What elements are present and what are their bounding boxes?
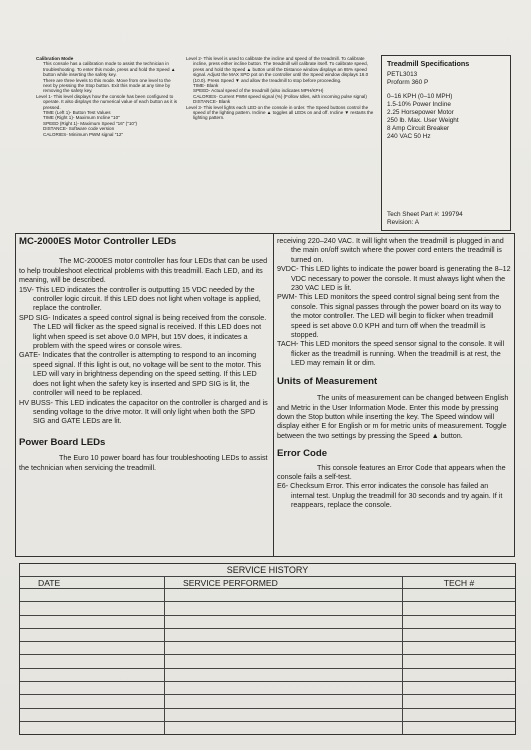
calibration-col1-list: [36, 61, 178, 137]
paragraph: CALORIES- Current PWM speed signal (%) (Follow Idles, with incoming pulse signal): [193, 93, 367, 99]
service-row: [20, 721, 515, 734]
paragraph: There are three levels to this mode. Move from one level to the next by pressing the Stop button. Exit this mode at any time by removing the safety key.: [43, 77, 171, 94]
spec-line: 8 Amp Circuit Breaker: [387, 125, 450, 132]
error-code-paragraphs: [277, 463, 511, 510]
paragraph: SPEED- Actual speed of the treadmill (also indicates MPH/KPH): [193, 88, 324, 94]
col-service: SERVICE PERFORMED: [165, 577, 403, 589]
col-date: DATE: [20, 577, 165, 589]
service-cell: [165, 695, 403, 708]
right-column: [277, 236, 511, 510]
service-cell: [403, 655, 516, 668]
units-title: Units of Measurement: [277, 375, 378, 387]
paragraph: E6- Checksum Error. This error indicates the console has failed an internal test. Unplug the treadmill for 30 seconds and try again. If it reappears, replace the console.: [277, 481, 503, 510]
power-board-title: Power Board LEDs: [19, 436, 106, 448]
service-row: [20, 695, 515, 708]
spec-line: 240 VAC 50 Hz: [387, 133, 431, 140]
spec-box: [381, 55, 511, 231]
service-cell: [165, 642, 403, 655]
service-cell: [20, 668, 165, 681]
col-tech: TECH #: [403, 577, 516, 589]
paragraph: TACH- This LED monitors the speed sensor signal to the console. It will flicker as the treadmill is running. When the treadmill is at rest, the LED may remain lit or dim.: [277, 339, 505, 368]
power-board-cont: [277, 236, 511, 368]
spec-line: 1.5-10% Power Incline: [387, 101, 451, 108]
service-cell: [20, 682, 165, 695]
spec-brand: Proform 360 P: [387, 79, 429, 86]
paragraph: HV BUSS- This LED indicates the capacitor on the controller is charged and is sending voltage to the drive motor. It will only light when both the SPD SIG and GATE LEDs are lit.: [19, 397, 268, 426]
paragraph: TIME (Right 1)- Maximum Incline "10": [43, 115, 120, 121]
paragraph: TIME (Left 1)- Button Test Values: [43, 110, 111, 116]
service-row: [20, 668, 515, 681]
service-cell: [20, 615, 165, 628]
service-row: [20, 628, 515, 641]
service-cell: [403, 589, 516, 602]
paragraph: 9VDC- This LED lights to indicate the power board is generating the 8–12 VDC necessary to power the console. It must always light when the 230 VAC LED is lit.: [277, 264, 511, 293]
service-row: [20, 589, 515, 602]
service-cell: [165, 708, 403, 721]
calibration-col2-list: [186, 56, 374, 121]
mc-title: MC-2000ES Motor Controller LEDs: [19, 236, 177, 247]
paragraph: Level 2- This level is used to calibrate the incline and speed of the treadmill. To calibrate incline, press either incline button. The treadmill will calibrate itself. To calibrate speed, press and hold the Speed ▲ button until the Distance window displays an 85% speed signal. Adjust the MAX SPD pot on the controller until the Speed window displays 16.0 (10.0). Press Speed ▼ and allow the treadmill to stop before proceeding.: [186, 56, 369, 83]
paragraph: GATE- Indicates that the controller is attempting to respond to an incoming speed signal. If this light is out, no voltage will be sent to the motor. This LED will vary in brightness depending on the speed setting. If this LED does not light when the safety key is inserted and SPD SIG is lit, the controller will need to be replaced.: [19, 350, 261, 398]
main-box-bottom: [15, 556, 515, 557]
service-cell: [20, 628, 165, 641]
service-cell: [165, 682, 403, 695]
main-box-left: [15, 233, 16, 557]
main-box-top: [15, 233, 515, 234]
service-cell: [403, 628, 516, 641]
service-row: [20, 642, 515, 655]
service-cell: [403, 721, 516, 734]
service-row: [20, 655, 515, 668]
calibration-title: Calibration Mode: [36, 56, 74, 61]
service-cell: [20, 642, 165, 655]
paragraph: SPD SIG- Indicates a speed control signal is being received from the console. The LED will flicker as the speed signal is received. If this LED does not light when speed is set above 0.0 MPH, but 15V does, it indicates a problem with the speed wires or console wires.: [19, 312, 267, 351]
service-history-title: SERVICE HISTORY: [226, 565, 309, 575]
service-cell: [20, 695, 165, 708]
column-divider: [273, 233, 274, 557]
service-cell: [403, 682, 516, 695]
paragraph: This console has a calibration mode to assist the technician in troubleshooting. To enter this mode, press and hold the Speed ▲ button while inserting the safety key.: [43, 61, 176, 78]
paragraph: Level 3- This level lights each LED on the console in order. The Speed buttons control the speed of the lighting pattern. Incline ▲ toggles all LEDs on and off. Incline ▼ restarts the lighting pattern.: [186, 104, 374, 121]
paragraph: receiving 220–240 VAC. It will light when the treadmill is plugged in and the main on/off switch where the power cord enters the treadmill is turned on.: [277, 236, 504, 264]
power-board-paragraphs: [19, 453, 269, 472]
service-cell: [165, 655, 403, 668]
paragraph: This console features an Error Code that appears when the console fails a self-test.: [277, 462, 506, 481]
main-box-right: [514, 233, 515, 557]
service-cell: [165, 721, 403, 734]
service-cell: [20, 708, 165, 721]
units-paragraphs: [277, 393, 511, 440]
error-code-title: Error Code: [277, 448, 328, 460]
service-row: [20, 615, 515, 628]
service-cell: [403, 642, 516, 655]
service-row: [20, 602, 515, 615]
paragraph: SPEED (Right 1)- Maximum Speed "16" ("10"): [43, 120, 138, 126]
service-cell: [20, 655, 165, 668]
service-cell: [165, 668, 403, 681]
spec-line: 2.25 Horsepower Motor: [387, 109, 454, 116]
calibration-col-1: [36, 56, 178, 137]
service-cell: [165, 615, 403, 628]
calibration-col-2: [186, 56, 374, 121]
spec-line: 250 lb. Max. User Weight: [387, 117, 459, 124]
service-cell: [403, 668, 516, 681]
paragraph: DISTANCE- Software code version: [43, 126, 115, 132]
spec-lines: [387, 93, 505, 141]
spec-model: PETL3013: [387, 71, 418, 78]
mc-paragraphs: [19, 256, 269, 425]
service-cell: [165, 628, 403, 641]
service-row: [20, 682, 515, 695]
paragraph: PWM- This LED monitors the speed control signal being sent from the console. This signal passes through the power board on its way to the motor controller. The LED will begin to flicker when treadmill speed is set above 0.0 KPH and turn off when the treadmill is stopped.: [277, 292, 502, 340]
paragraph: The units of measurement can be changed between English and Metric in the User Information Mode. Enter this mode by pressing down the Stop button while inserting the key. The Speed window will display either E for English or m for metric units of measurement. Toggle between the two settings by pressing the Speed ▲ button.: [277, 393, 509, 440]
revision: Revision: A: [387, 219, 419, 226]
service-cell: [165, 602, 403, 615]
service-cell: [165, 589, 403, 602]
service-cell: [403, 695, 516, 708]
spec-line: 0–16 KPH (0–10 MPH): [387, 93, 453, 100]
paragraph: The Euro 10 power board has four troubleshooting LEDs to assist the technician when servicing the treadmill.: [19, 453, 268, 472]
paragraph: Level 1- This level displays how the console has been configured to operate. It also displays the numerical value of each button as it is pressed.: [36, 93, 178, 110]
left-column: [19, 237, 269, 472]
service-rows: [20, 589, 515, 735]
paragraph: TIME- Blank: [193, 83, 219, 89]
paragraph: CALORIES- Minimum PWM signal "12": [43, 131, 124, 137]
paragraph: 15V- This LED indicates the controller is outputting 15 VDC needed by the controller logic circuit. If this LED does not light when voltage is applied, replace the controller.: [19, 284, 261, 313]
service-cell: [403, 602, 516, 615]
tech-sheet-part: Tech Sheet Part #: 199794: [387, 211, 463, 218]
service-cell: [403, 615, 516, 628]
spec-title: Treadmill Specifications: [387, 59, 470, 68]
service-cell: [20, 721, 165, 734]
paragraph: DISTANCE- Blank: [193, 99, 231, 105]
service-cell: [403, 708, 516, 721]
service-cell: [20, 589, 165, 602]
service-row: [20, 708, 515, 721]
service-history-table: [19, 563, 516, 735]
paragraph: The MC-2000ES motor controller has four LEDs that can be used to help troubleshoot electrical problems with this treadmill. Each LED, and its meaning, will be described.: [19, 256, 268, 285]
service-cell: [20, 602, 165, 615]
